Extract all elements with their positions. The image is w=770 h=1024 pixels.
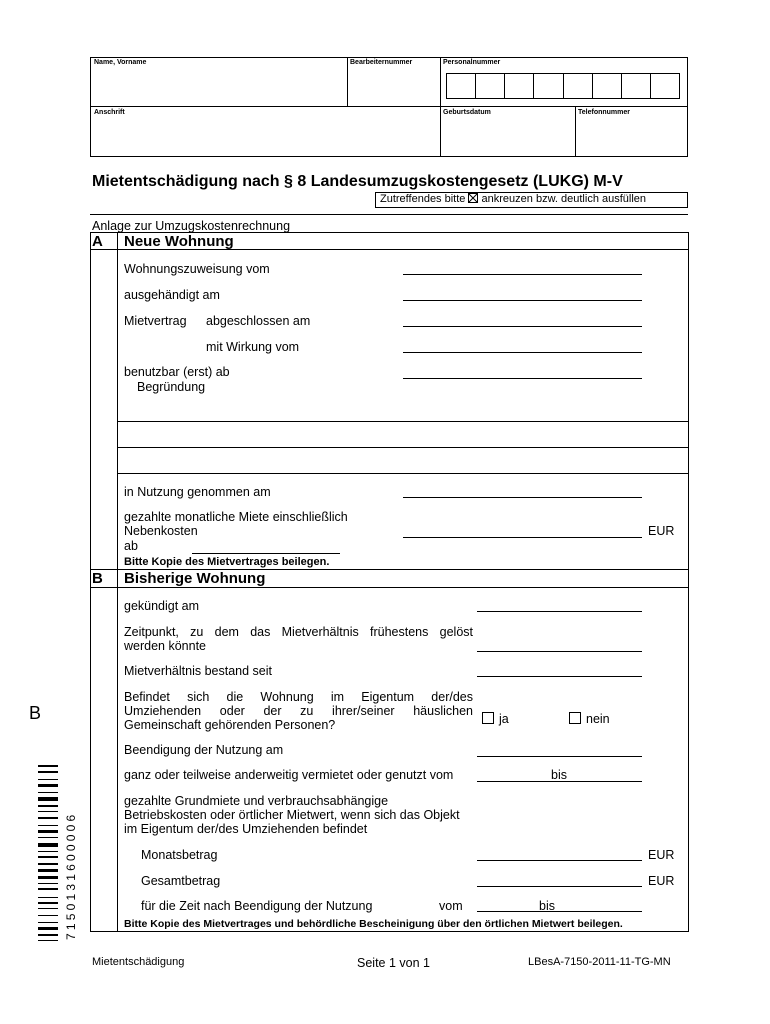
gesamtbetrag-eur: EUR bbox=[648, 874, 675, 888]
zeit-nach-field[interactable] bbox=[477, 911, 642, 912]
monatsbetrag-field[interactable] bbox=[477, 860, 642, 861]
gesamtbetrag-label: Gesamtbetrag bbox=[141, 874, 221, 888]
zeit-nach-label: für die Zeit nach Beendigung der Nutzung bbox=[141, 899, 373, 913]
barcode-bar bbox=[38, 830, 58, 832]
barcode-bar bbox=[38, 940, 58, 941]
benutzbar-field[interactable] bbox=[403, 378, 642, 379]
beendigung-label: Beendigung der Nutzung am bbox=[124, 743, 284, 757]
anlage-label: Anlage zur Umzugskostenrechnung bbox=[92, 219, 291, 233]
header-col-sep-2 bbox=[440, 57, 441, 157]
section-a-kopie-note: Bitte Kopie des Mietvertrages beilegen. bbox=[124, 556, 330, 568]
wirkung-label: mit Wirkung vom bbox=[206, 340, 300, 354]
miete-ab-field[interactable] bbox=[192, 553, 340, 554]
barcode-number: 7150131600006 bbox=[64, 811, 78, 940]
footer-center: Seite 1 von 1 bbox=[357, 956, 430, 970]
gesamtbetrag-field[interactable] bbox=[477, 886, 642, 887]
eigentum-label-3: Gemeinschaft gehörenden Personen? bbox=[124, 718, 336, 732]
nein-checkbox[interactable] bbox=[569, 712, 581, 724]
personalnummer-boxes[interactable] bbox=[446, 73, 680, 99]
instruction-before: Zutreffendes bitte bbox=[380, 193, 466, 205]
anlage-top-line bbox=[90, 214, 688, 215]
anschrift-label: Anschrift bbox=[94, 109, 125, 116]
gekuendigt-label: gekündigt am bbox=[124, 599, 200, 613]
eigentum-label-1: Befindet sich die Wohnung im Eigentum der/des bbox=[124, 690, 473, 704]
x-box-icon bbox=[468, 193, 478, 203]
vermietet-bis-label: bis bbox=[551, 768, 567, 782]
barcode-bar bbox=[38, 843, 58, 847]
instruction-after: ankreuzen bzw. deutlich ausfüllen bbox=[481, 193, 647, 205]
begruendung-label: Begründung bbox=[137, 380, 206, 394]
grundmiete-label-2: Betriebskosten oder örtlicher Mietwert, wenn sich das Objekt bbox=[124, 808, 460, 822]
barcode-bar bbox=[38, 811, 58, 812]
geburt-field[interactable] bbox=[442, 118, 573, 155]
zuweisung-label: Wohnungszuweisung vom bbox=[124, 262, 270, 276]
anschrift-field[interactable] bbox=[92, 118, 438, 155]
frame-left bbox=[90, 232, 91, 932]
bestand-field[interactable] bbox=[477, 676, 642, 677]
gekuendigt-field[interactable] bbox=[477, 611, 642, 612]
barcode-bar bbox=[38, 888, 58, 890]
bearbeiter-field[interactable] bbox=[349, 68, 439, 105]
barcode-bar bbox=[38, 805, 58, 807]
barcode-bar bbox=[38, 934, 58, 936]
barcode-bar bbox=[38, 927, 58, 929]
barcode-bar bbox=[38, 883, 58, 884]
benutzbar-label: benutzbar (erst) ab bbox=[124, 365, 230, 379]
zeit-nach-vom-label: vom bbox=[439, 899, 463, 913]
barcode-bar bbox=[38, 897, 58, 898]
section-b-title: Bisherige Wohnung bbox=[124, 570, 266, 587]
barcode-bar bbox=[38, 837, 58, 838]
nein-label: nein bbox=[586, 712, 610, 726]
personal-label: Personalnummer bbox=[443, 59, 501, 66]
zeitpunkt-label-2: werden könnte bbox=[124, 639, 207, 653]
bestand-label: Mietverhältnis bestand seit bbox=[124, 664, 272, 678]
grundmiete-label-1: gezahlte Grundmiete und verbrauchsabhängige bbox=[124, 794, 389, 808]
section-b-kopie-note: Bitte Kopie des Mietvertrages und behördliche Bescheinigung über den örtlichen Mietwert beilegen. bbox=[124, 918, 623, 930]
barcode-bar bbox=[38, 863, 58, 864]
begruendung-field-1[interactable] bbox=[119, 423, 686, 446]
miete-eur: EUR bbox=[648, 524, 675, 538]
barcode-bar bbox=[38, 876, 58, 878]
footer-right: LBesA-7150-2011-11-TG-MN bbox=[528, 956, 671, 968]
ausgehaendigt-field[interactable] bbox=[403, 300, 642, 301]
zeitpunkt-field[interactable] bbox=[477, 651, 642, 652]
mietvertrag-label: Mietvertrag bbox=[124, 314, 187, 328]
barcode-bar bbox=[38, 902, 58, 904]
abgeschlossen-field[interactable] bbox=[403, 326, 642, 327]
telefon-label: Telefonnummer bbox=[578, 109, 630, 116]
monatsbetrag-eur: EUR bbox=[648, 848, 675, 862]
page-title: Mietentschädigung nach § 8 Landesumzugskostengesetz (LUKG) M-V bbox=[92, 173, 623, 190]
barcode-bar bbox=[38, 915, 58, 916]
barcode-bar bbox=[38, 869, 58, 873]
ja-checkbox[interactable] bbox=[482, 712, 494, 724]
barcode-bar bbox=[38, 922, 58, 923]
header-col-sep-1 bbox=[347, 57, 348, 107]
wirkung-field[interactable] bbox=[403, 352, 642, 353]
miete-label-2: Nebenkosten bbox=[124, 524, 198, 538]
begruendung-field-2[interactable] bbox=[119, 449, 686, 472]
miete-label-1: gezahlte monatliche Miete einschließlich bbox=[124, 510, 348, 524]
header-col-sep-3 bbox=[575, 106, 576, 157]
begruendung-line-3 bbox=[117, 473, 688, 474]
side-letter: B bbox=[29, 703, 42, 723]
section-a-letter: A bbox=[92, 233, 103, 250]
name-field[interactable] bbox=[92, 68, 345, 105]
vermietet-label: ganz oder teilweise anderweitig vermietet oder genutzt vom bbox=[124, 768, 454, 782]
barcode-bar bbox=[38, 908, 58, 909]
bearbeiter-label: Bearbeiternummer bbox=[350, 59, 413, 66]
barcode-bar bbox=[38, 784, 58, 786]
grundmiete-label-3: im Eigentum der/des Umziehenden befindet bbox=[124, 822, 368, 836]
miete-ab-label: ab bbox=[124, 539, 138, 553]
miete-field[interactable] bbox=[403, 537, 642, 538]
zeitpunkt-label-1: Zeitpunkt, zu dem das Mietverhältnis frühestens gelöst bbox=[124, 625, 473, 639]
barcode-bar bbox=[38, 825, 58, 826]
nutzung-label: in Nutzung genommen am bbox=[124, 485, 271, 499]
nutzung-field[interactable] bbox=[403, 497, 642, 498]
eigentum-label-2: Umziehenden oder der zu ihrer/seiner häuslichen bbox=[124, 704, 473, 718]
instruction-text bbox=[380, 193, 646, 205]
barcode bbox=[38, 765, 58, 945]
name-label: Name, Vorname bbox=[94, 59, 147, 66]
zuweisung-field[interactable] bbox=[403, 274, 642, 275]
section-b-header-bottom bbox=[90, 587, 689, 588]
begruendung-line-2 bbox=[117, 447, 688, 448]
frame-right bbox=[688, 232, 689, 932]
frame-bottom bbox=[90, 931, 689, 932]
abgeschlossen-label: abgeschlossen am bbox=[206, 314, 311, 328]
geburt-label: Geburtsdatum bbox=[443, 109, 491, 116]
barcode-bar bbox=[38, 856, 58, 858]
barcode-bar bbox=[38, 851, 58, 852]
barcode-bar bbox=[38, 771, 58, 772]
barcode-bar bbox=[38, 779, 58, 780]
begruendung-line-1 bbox=[117, 421, 688, 422]
barcode-bar bbox=[38, 765, 58, 767]
barcode-bar bbox=[38, 817, 58, 818]
zeit-nach-bis-label: bis bbox=[539, 899, 555, 913]
letter-column-sep bbox=[117, 232, 118, 932]
ausgehaendigt-label: ausgehändigt am bbox=[124, 288, 220, 302]
section-b-letter: B bbox=[92, 570, 103, 587]
telefon-field[interactable] bbox=[577, 118, 686, 155]
barcode-bar bbox=[38, 797, 58, 801]
beendigung-field[interactable] bbox=[477, 756, 642, 757]
header-divider bbox=[90, 106, 688, 107]
section-a-title: Neue Wohnung bbox=[124, 233, 234, 250]
barcode-bar bbox=[38, 792, 58, 793]
monatsbetrag-label: Monatsbetrag bbox=[141, 848, 218, 862]
ja-label: ja bbox=[499, 712, 509, 726]
footer-left: Mietentschädigung bbox=[92, 956, 185, 968]
